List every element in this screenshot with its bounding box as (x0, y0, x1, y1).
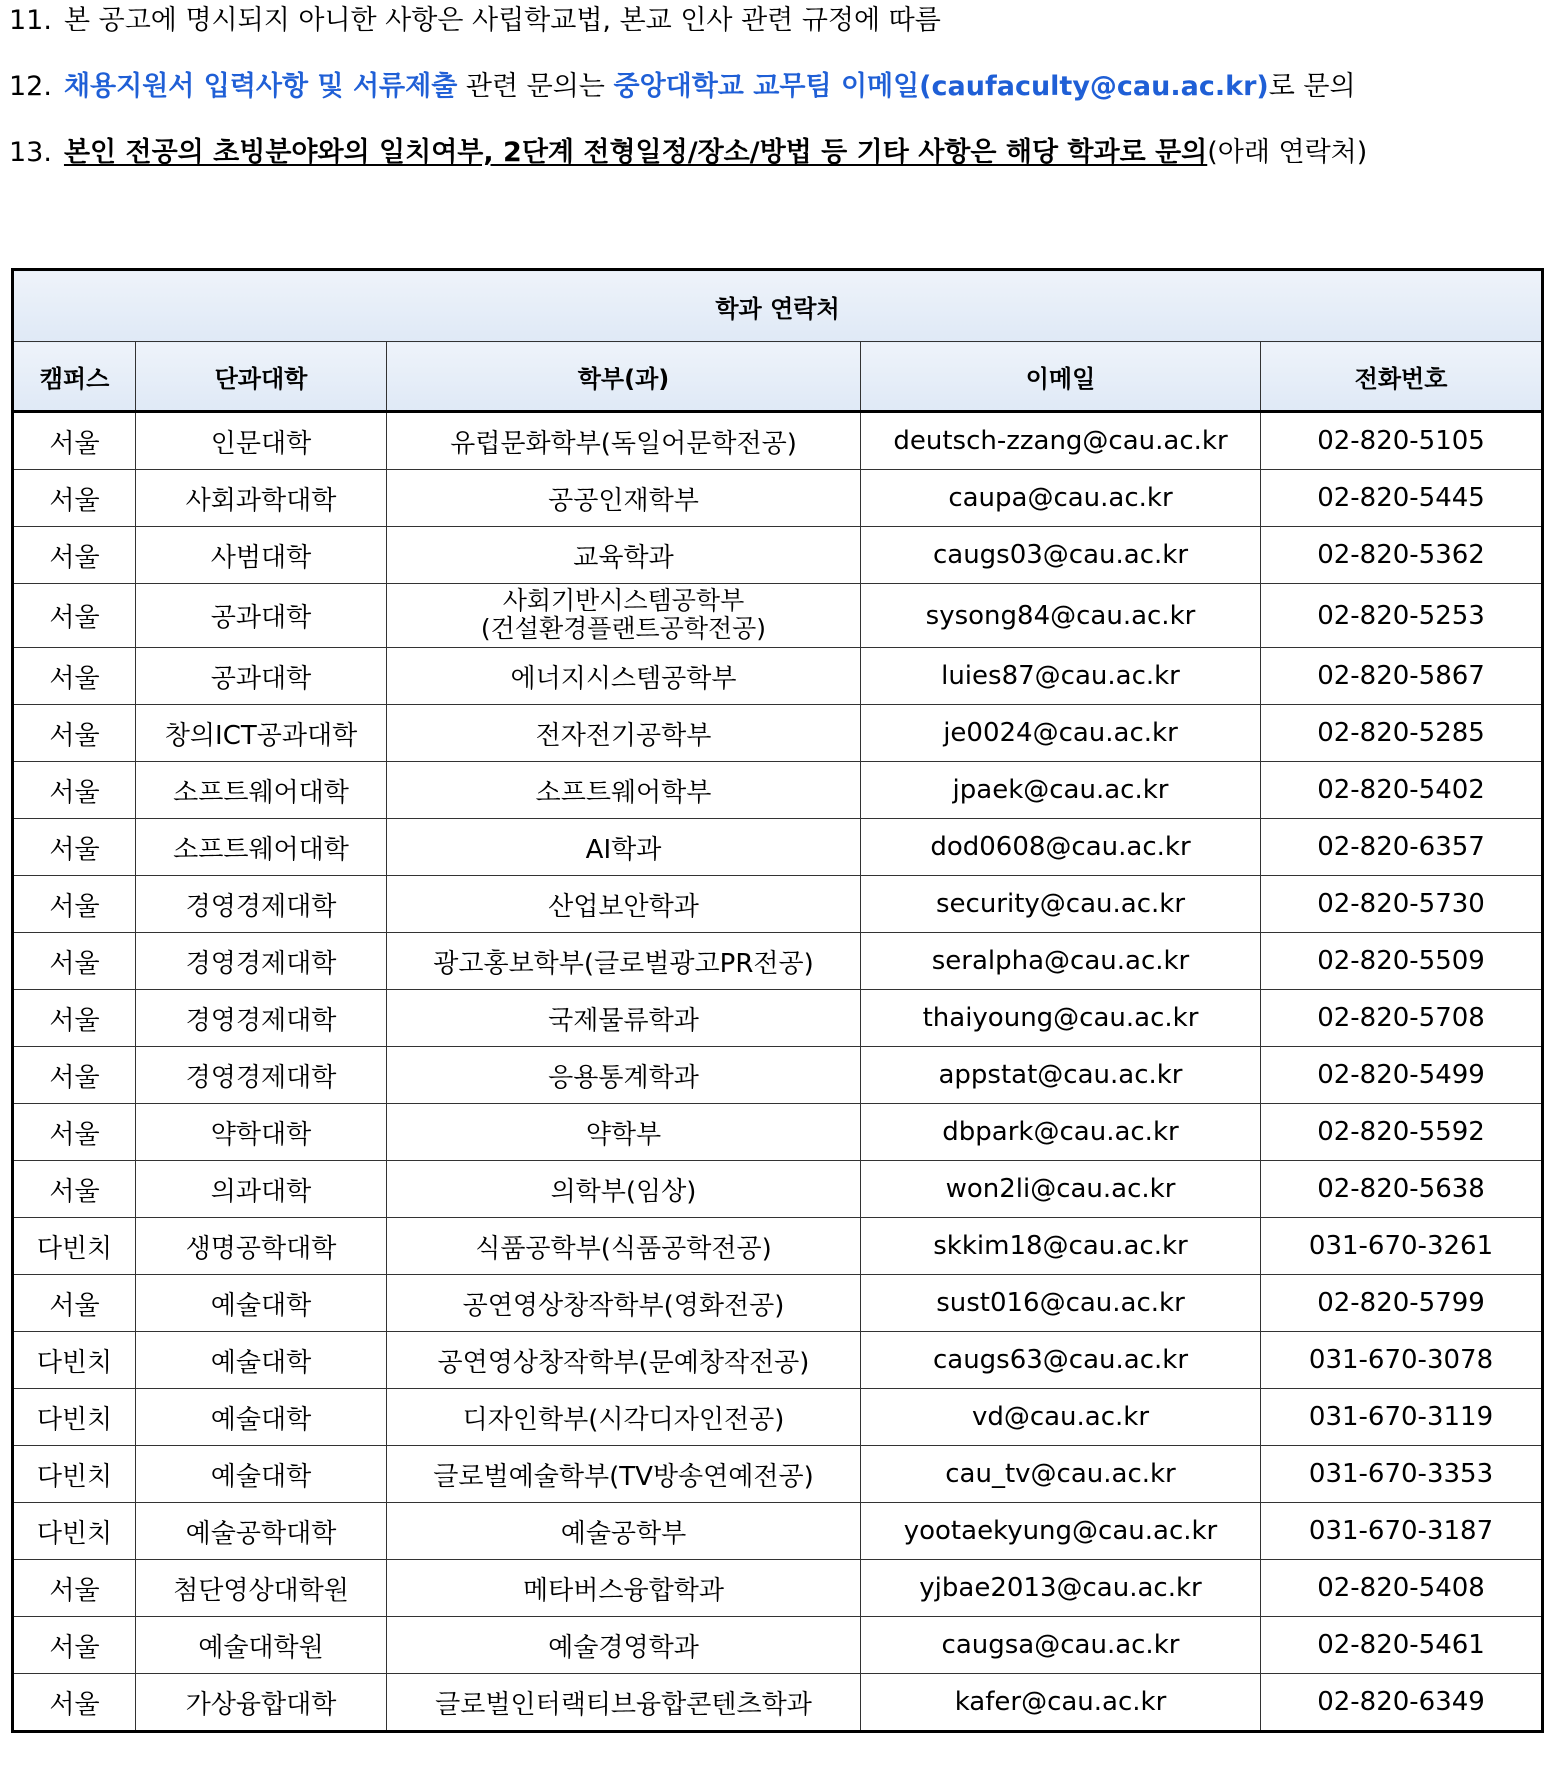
campus-cell: 다빈치 (13, 1332, 136, 1389)
campus-cell: 서울 (13, 1047, 136, 1104)
campus-cell: 서울 (13, 876, 136, 933)
phone-cell: 02-820-5105 (1261, 412, 1543, 470)
table-row (13, 1617, 1543, 1674)
department-cell: 국제물류학과 (387, 990, 861, 1047)
contact-email-highlight: 중앙대학교 교무팀 이메일(caufaculty@cau.ac.kr) (613, 71, 1269, 102)
table-row (13, 527, 1543, 584)
email-cell: luies87@cau.ac.kr (861, 648, 1261, 705)
table-row (13, 762, 1543, 819)
campus-cell: 다빈치 (13, 1503, 136, 1560)
email-cell: caugs63@cau.ac.kr (861, 1332, 1261, 1389)
email-cell: security@cau.ac.kr (861, 876, 1261, 933)
campus-cell: 다빈치 (13, 1389, 136, 1446)
email-cell: deutsch-zzang@cau.ac.kr (861, 412, 1261, 470)
phone-cell: 02-820-5402 (1261, 762, 1543, 819)
campus-cell: 서울 (13, 1104, 136, 1161)
phone-cell: 02-820-5461 (1261, 1617, 1543, 1674)
table-row (13, 1104, 1543, 1161)
phone-cell: 031-670-3187 (1261, 1503, 1543, 1560)
campus-cell: 서울 (13, 1674, 136, 1732)
department-two-line (481, 587, 766, 643)
table-row (13, 876, 1543, 933)
phone-cell: 02-820-5253 (1261, 584, 1543, 648)
email-cell: thaiyoung@cau.ac.kr (861, 990, 1261, 1047)
notice-text: (아래 연락처) (1207, 137, 1368, 168)
email-cell: caupa@cau.ac.kr (861, 470, 1261, 527)
header-department: 학부(과) (387, 342, 861, 412)
table-header-row (13, 342, 1543, 412)
college-cell: 소프트웨어대학 (136, 762, 387, 819)
campus-cell: 서울 (13, 1560, 136, 1617)
notice-highlight: 채용지원서 입력사항 및 서류제출 (63, 71, 458, 102)
department-cell: 글로벌예술학부(TV방송연예전공) (387, 1446, 861, 1503)
phone-cell: 02-820-5592 (1261, 1104, 1543, 1161)
table-row (13, 1218, 1543, 1275)
department-cell: 공공인재학부 (387, 470, 861, 527)
email-cell: je0024@cau.ac.kr (861, 705, 1261, 762)
college-cell: 경영경제대학 (136, 876, 387, 933)
department-cell: 유럽문화학부(독일어문학전공) (387, 412, 861, 470)
college-cell: 예술대학 (136, 1332, 387, 1389)
college-cell: 의과대학 (136, 1161, 387, 1218)
email-cell: cau_tv@cau.ac.kr (861, 1446, 1261, 1503)
email-cell: caugsa@cau.ac.kr (861, 1617, 1261, 1674)
phone-cell: 02-820-5362 (1261, 527, 1543, 584)
phone-cell: 02-820-6357 (1261, 819, 1543, 876)
department-cell: 식품공학부(식품공학전공) (387, 1218, 861, 1275)
college-cell: 생명공학대학 (136, 1218, 387, 1275)
header-campus: 캠퍼스 (13, 342, 136, 412)
notice-item-11 (9, 1, 941, 41)
campus-cell: 서울 (13, 412, 136, 470)
phone-cell: 02-820-5509 (1261, 933, 1543, 990)
college-cell: 창의ICT공과대학 (136, 705, 387, 762)
notice-text: 본 공고에 명시되지 아니한 사항은 사립학교법, 본교 인사 관련 규정에 따름 (63, 5, 941, 36)
department-line-1: 사회기반시스템공학부 (502, 586, 745, 615)
department-cell (387, 584, 861, 648)
department-contacts-table-wrapper (11, 268, 1541, 1733)
email-cell: yootaekyung@cau.ac.kr (861, 1503, 1261, 1560)
college-cell: 소프트웨어대학 (136, 819, 387, 876)
campus-cell: 서울 (13, 762, 136, 819)
college-cell: 약학대학 (136, 1104, 387, 1161)
header-college: 단과대학 (136, 342, 387, 412)
campus-cell: 서울 (13, 1617, 136, 1674)
table-row (13, 1446, 1543, 1503)
college-cell: 예술대학원 (136, 1617, 387, 1674)
notice-item-13 (9, 133, 1367, 173)
phone-cell: 02-820-5285 (1261, 705, 1543, 762)
college-cell: 사범대학 (136, 527, 387, 584)
college-cell: 예술대학 (136, 1446, 387, 1503)
college-cell: 경영경제대학 (136, 990, 387, 1047)
phone-cell: 031-670-3119 (1261, 1389, 1543, 1446)
campus-cell: 서울 (13, 1275, 136, 1332)
phone-cell: 02-820-5408 (1261, 1560, 1543, 1617)
notice-number: 12. (9, 71, 52, 102)
table-title: 학과 연락처 (13, 270, 1543, 342)
department-cell: 산업보안학과 (387, 876, 861, 933)
email-cell: dbpark@cau.ac.kr (861, 1104, 1261, 1161)
campus-cell: 서울 (13, 1161, 136, 1218)
table-row (13, 705, 1543, 762)
phone-cell: 031-670-3353 (1261, 1446, 1543, 1503)
table-row (13, 1674, 1543, 1732)
department-line-2: (건설환경플랜트공학전공) (480, 614, 767, 643)
phone-cell: 02-820-5445 (1261, 470, 1543, 527)
phone-cell: 02-820-5499 (1261, 1047, 1543, 1104)
campus-cell: 서울 (13, 933, 136, 990)
table-row (13, 933, 1543, 990)
notice-text: 로 문의 (1268, 71, 1356, 102)
department-contacts-table (11, 268, 1544, 1733)
email-cell: yjbae2013@cau.ac.kr (861, 1560, 1261, 1617)
notice-underlined-text: 본인 전공의 초빙분야와의 일치여부, 2단계 전형일정/장소/방법 등 기타 사항은 해당 학과로 문의 (63, 137, 1208, 168)
header-phone: 전화번호 (1261, 342, 1543, 412)
table-row (13, 990, 1543, 1047)
phone-cell: 031-670-3261 (1261, 1218, 1543, 1275)
table-row (13, 584, 1543, 648)
department-cell: 소프트웨어학부 (387, 762, 861, 819)
campus-cell: 서울 (13, 584, 136, 648)
header-email: 이메일 (861, 342, 1261, 412)
phone-cell: 02-820-5638 (1261, 1161, 1543, 1218)
phone-cell: 02-820-5799 (1261, 1275, 1543, 1332)
email-cell: appstat@cau.ac.kr (861, 1047, 1261, 1104)
email-cell: kafer@cau.ac.kr (861, 1674, 1261, 1732)
notice-number: 11. (9, 5, 52, 36)
department-cell: 예술공학부 (387, 1503, 861, 1560)
department-cell: 디자인학부(시각디자인전공) (387, 1389, 861, 1446)
department-cell: 의학부(임상) (387, 1161, 861, 1218)
department-cell: 공연영상창작학부(영화전공) (387, 1275, 861, 1332)
college-cell: 예술대학 (136, 1389, 387, 1446)
table-row (13, 412, 1543, 470)
department-cell: 메타버스융합학과 (387, 1560, 861, 1617)
table-row (13, 470, 1543, 527)
notice-text: 관련 문의는 (457, 71, 614, 102)
phone-cell: 02-820-5730 (1261, 876, 1543, 933)
campus-cell: 서울 (13, 527, 136, 584)
campus-cell: 서울 (13, 470, 136, 527)
campus-cell: 서울 (13, 990, 136, 1047)
email-cell: dod0608@cau.ac.kr (861, 819, 1261, 876)
phone-cell: 02-820-5867 (1261, 648, 1543, 705)
department-cell: 광고홍보학부(글로벌광고PR전공) (387, 933, 861, 990)
table-row (13, 1275, 1543, 1332)
college-cell: 예술공학대학 (136, 1503, 387, 1560)
phone-cell: 031-670-3078 (1261, 1332, 1543, 1389)
department-cell: 에너지시스템공학부 (387, 648, 861, 705)
phone-cell: 02-820-5708 (1261, 990, 1543, 1047)
table-row (13, 1389, 1543, 1446)
college-cell: 경영경제대학 (136, 1047, 387, 1104)
campus-cell: 다빈치 (13, 1218, 136, 1275)
table-row (13, 1560, 1543, 1617)
college-cell: 공과대학 (136, 648, 387, 705)
department-cell: 약학부 (387, 1104, 861, 1161)
college-cell: 사회과학대학 (136, 470, 387, 527)
table-row (13, 1047, 1543, 1104)
college-cell: 가상융합대학 (136, 1674, 387, 1732)
college-cell: 공과대학 (136, 584, 387, 648)
college-cell: 인문대학 (136, 412, 387, 470)
college-cell: 경영경제대학 (136, 933, 387, 990)
campus-cell: 서울 (13, 819, 136, 876)
campus-cell: 서울 (13, 705, 136, 762)
college-cell: 첨단영상대학원 (136, 1560, 387, 1617)
notice-item-12 (9, 67, 1356, 107)
table-row (13, 648, 1543, 705)
email-cell: sust016@cau.ac.kr (861, 1275, 1261, 1332)
email-cell: won2li@cau.ac.kr (861, 1161, 1261, 1218)
email-cell: jpaek@cau.ac.kr (861, 762, 1261, 819)
table-row (13, 819, 1543, 876)
department-cell: 공연영상창작학부(문예창작전공) (387, 1332, 861, 1389)
email-cell: vd@cau.ac.kr (861, 1389, 1261, 1446)
phone-cell: 02-820-6349 (1261, 1674, 1543, 1732)
email-cell: seralpha@cau.ac.kr (861, 933, 1261, 990)
campus-cell: 다빈치 (13, 1446, 136, 1503)
department-cell: 예술경영학과 (387, 1617, 861, 1674)
college-cell: 예술대학 (136, 1275, 387, 1332)
table-row (13, 1161, 1543, 1218)
table-row (13, 1503, 1543, 1560)
department-cell: AI학과 (387, 819, 861, 876)
campus-cell: 서울 (13, 648, 136, 705)
department-cell: 응용통계학과 (387, 1047, 861, 1104)
email-cell: caugs03@cau.ac.kr (861, 527, 1261, 584)
table-row (13, 1332, 1543, 1389)
email-cell: skkim18@cau.ac.kr (861, 1218, 1261, 1275)
department-cell: 전자전기공학부 (387, 705, 861, 762)
notice-number: 13. (9, 137, 52, 168)
email-cell: sysong84@cau.ac.kr (861, 584, 1261, 648)
department-cell: 교육학과 (387, 527, 861, 584)
department-cell: 글로벌인터랙티브융합콘텐츠학과 (387, 1674, 861, 1732)
